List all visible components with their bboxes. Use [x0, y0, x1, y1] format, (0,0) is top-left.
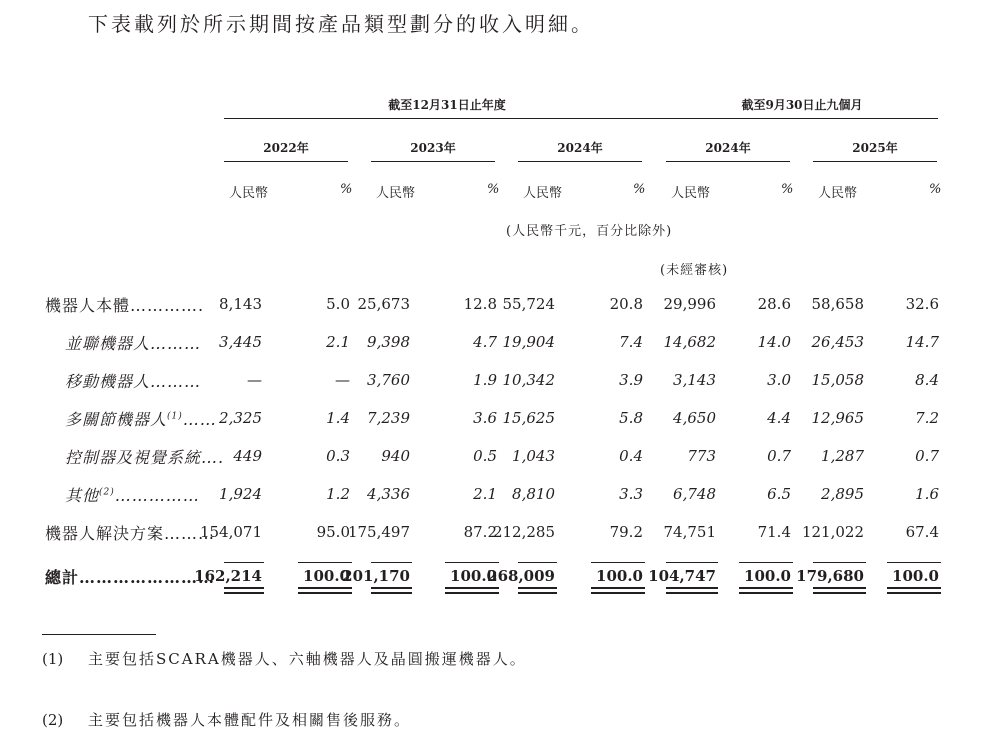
amount-cell: 268,009 [487, 567, 555, 585]
amount-cell: 212,285 [492, 523, 555, 541]
leader-dots: ……… [164, 524, 216, 543]
total-top-rule [445, 562, 499, 563]
row-label-text: 機器人本體 [45, 296, 131, 315]
total-double-rule [445, 587, 499, 594]
percent-subheader: % [929, 182, 942, 197]
amount-cell: 773 [687, 447, 716, 465]
total-top-rule [591, 562, 645, 563]
percent-cell: 100.0 [744, 567, 791, 585]
row-label-text: 移動機器人 [65, 372, 151, 391]
total-double-rule [813, 587, 866, 594]
currency-subheader: 人民幣 [523, 186, 563, 201]
amount-cell: 1,287 [821, 447, 864, 465]
amount-cell: 3,445 [219, 333, 262, 351]
percent-cell: 100.0 [892, 567, 939, 585]
amount-cell: 2,895 [821, 485, 864, 503]
currency-subheader: 人民幣 [376, 186, 416, 201]
percent-cell: 28.6 [757, 295, 791, 313]
group-header-full-year: 截至12月31日止年度 [388, 98, 506, 112]
percent-cell: 2.1 [473, 485, 497, 503]
percent-cell: 3.6 [473, 409, 497, 427]
year-header-rule [518, 161, 642, 162]
total-double-rule [518, 587, 557, 594]
amount-cell: 449 [233, 447, 262, 465]
leader-dots: ……… [150, 372, 202, 391]
group-header-nine-months: 截至9月30日止九個月 [741, 98, 863, 112]
amount-cell: 162,214 [194, 567, 262, 585]
footnote-ref: (2) [99, 487, 115, 498]
unit-note: (人民幣千元，百分比除外) [506, 224, 673, 239]
total-double-rule [887, 587, 941, 594]
percent-subheader: % [340, 182, 353, 197]
unaudited-note: (未經審核) [660, 263, 729, 278]
leader-dots: …… [182, 410, 217, 429]
currency-subheader: 人民幣 [229, 186, 269, 201]
percent-cell: 100.0 [450, 567, 497, 585]
row-label-text: 多關節機器人 [65, 410, 168, 429]
row-label [65, 331, 201, 354]
percent-cell: 32.6 [905, 295, 939, 313]
percent-cell: 7.4 [619, 333, 643, 351]
total-top-rule [887, 562, 941, 563]
row-label [45, 565, 215, 588]
row-label-text: 並聯機器人 [65, 334, 151, 353]
footnote-2 [42, 709, 411, 730]
row-label-text: 機器人解決方案 [45, 524, 165, 543]
percent-cell: 100.0 [596, 567, 643, 585]
percent-cell: 20.8 [609, 295, 643, 313]
percent-subheader: % [487, 182, 500, 197]
currency-subheader: 人民幣 [818, 186, 858, 201]
percent-cell: 1.6 [915, 485, 939, 503]
percent-cell: 4.4 [767, 409, 791, 427]
amount-cell: 179,680 [796, 567, 864, 585]
amount-cell: 10,342 [502, 371, 555, 389]
leader-dots: …. [201, 448, 225, 467]
total-top-rule [298, 562, 352, 563]
amount-cell: 940 [381, 447, 410, 465]
currency-subheader: 人民幣 [671, 186, 711, 201]
leader-dots: …………. [130, 296, 205, 315]
amount-cell: 4,650 [673, 409, 716, 427]
percent-cell: 14.7 [905, 333, 939, 351]
amount-cell: 15,058 [811, 371, 864, 389]
percent-cell: 5.8 [619, 409, 643, 427]
percent-cell: 8.4 [915, 371, 939, 389]
amount-cell: 26,453 [811, 333, 864, 351]
amount-cell: 3,143 [673, 371, 716, 389]
amount-cell: 1,043 [512, 447, 555, 465]
group-header-rule [224, 118, 670, 119]
footnote-text: 主要包括SCARA機器人、六軸機器人及晶圓搬運機器人。 [88, 650, 527, 668]
amount-cell: 25,673 [357, 295, 410, 313]
row-label [45, 521, 215, 544]
amount-cell: 4,336 [367, 485, 410, 503]
total-double-rule [591, 587, 645, 594]
amount-cell: 29,996 [663, 295, 716, 313]
percent-subheader: % [781, 182, 794, 197]
intro-text: 下表載列於所示期間按產品類型劃分的收入明細。 [88, 12, 594, 36]
total-double-rule [666, 587, 718, 594]
leader-dots: …………… [114, 486, 200, 505]
footnote-text: 主要包括機器人本體配件及相關售後服務。 [88, 711, 412, 729]
year-header-rule [666, 161, 790, 162]
percent-cell: 0.7 [915, 447, 939, 465]
percent-cell: 3.3 [619, 485, 643, 503]
amount-cell: 201,170 [342, 567, 410, 585]
percent-cell: — [335, 371, 350, 389]
year-header: 2022年 [263, 141, 309, 155]
amount-cell: 15,625 [502, 409, 555, 427]
year-header: 2023年 [410, 141, 456, 155]
amount-cell: 175,497 [347, 523, 410, 541]
amount-cell: 3,760 [367, 371, 410, 389]
total-top-rule [371, 562, 412, 563]
percent-cell: 1.4 [326, 409, 350, 427]
amount-cell: 6,748 [673, 485, 716, 503]
percent-cell: 12.8 [463, 295, 497, 313]
percent-cell: 3.0 [767, 371, 791, 389]
year-header-rule [813, 161, 937, 162]
percent-cell: 67.4 [905, 523, 939, 541]
percent-cell: 2.1 [326, 333, 350, 351]
row-label [65, 369, 201, 392]
percent-subheader: % [633, 182, 646, 197]
amount-cell: 14,682 [663, 333, 716, 351]
year-header-rule [224, 161, 348, 162]
percent-cell: 4.7 [473, 333, 497, 351]
total-top-rule [518, 562, 557, 563]
row-label [45, 293, 204, 316]
amount-cell: 9,398 [367, 333, 410, 351]
total-double-rule [224, 587, 264, 594]
total-top-rule [739, 562, 793, 563]
amount-cell: 104,747 [648, 567, 716, 585]
footnote-rule [42, 634, 156, 635]
amount-cell: 58,658 [811, 295, 864, 313]
row-label [65, 407, 217, 430]
row-label-text: 總計 [45, 568, 80, 587]
amount-cell: 12,965 [811, 409, 864, 427]
percent-cell: 1.2 [326, 485, 350, 503]
leader-dots: ……… [150, 334, 202, 353]
leader-dots: …………………… [79, 568, 216, 587]
year-header: 2025年 [852, 141, 898, 155]
percent-cell: 71.4 [757, 523, 791, 541]
amount-cell: 74,751 [663, 523, 716, 541]
footnote-number: (1) [42, 650, 64, 668]
row-label [65, 483, 200, 506]
row-label-text: 其他 [65, 486, 100, 505]
amount-cell: 19,904 [502, 333, 555, 351]
year-header-rule [371, 161, 495, 162]
row-label-text: 控制器及視覺系統 [65, 448, 202, 467]
percent-cell: 100.0 [303, 567, 350, 585]
amount-cell: 1,924 [219, 485, 262, 503]
footnote-number: (2) [42, 711, 64, 729]
total-double-rule [371, 587, 412, 594]
percent-cell: 95.0 [316, 523, 350, 541]
total-double-rule [739, 587, 793, 594]
total-top-rule [224, 562, 264, 563]
amount-cell: 7,239 [367, 409, 410, 427]
total-top-rule [813, 562, 866, 563]
amount-cell: 8,143 [219, 295, 262, 313]
footnote-ref: (1) [167, 411, 183, 422]
amount-cell: 154,071 [199, 523, 262, 541]
percent-cell: 0.3 [326, 447, 350, 465]
percent-cell: 1.9 [473, 371, 497, 389]
total-top-rule [666, 562, 718, 563]
year-header: 2024年 [705, 141, 751, 155]
percent-cell: 14.0 [757, 333, 791, 351]
amount-cell: 55,724 [502, 295, 555, 313]
amount-cell: 121,022 [801, 523, 864, 541]
amount-cell: 2,325 [219, 409, 262, 427]
percent-cell: 79.2 [609, 523, 643, 541]
total-double-rule [298, 587, 352, 594]
amount-cell: 8,810 [512, 485, 555, 503]
percent-cell: 0.4 [619, 447, 643, 465]
footnote-1 [42, 648, 527, 669]
amount-cell: — [247, 371, 262, 389]
row-label [65, 445, 224, 468]
percent-cell: 3.9 [619, 371, 643, 389]
percent-cell: 6.5 [767, 485, 791, 503]
percent-cell: 5.0 [326, 295, 350, 313]
group-header-rule [666, 118, 938, 119]
percent-cell: 7.2 [915, 409, 939, 427]
year-header: 2024年 [557, 141, 603, 155]
percent-cell: 0.7 [767, 447, 791, 465]
percent-cell: 0.5 [473, 447, 497, 465]
percent-cell: 87.2 [463, 523, 497, 541]
